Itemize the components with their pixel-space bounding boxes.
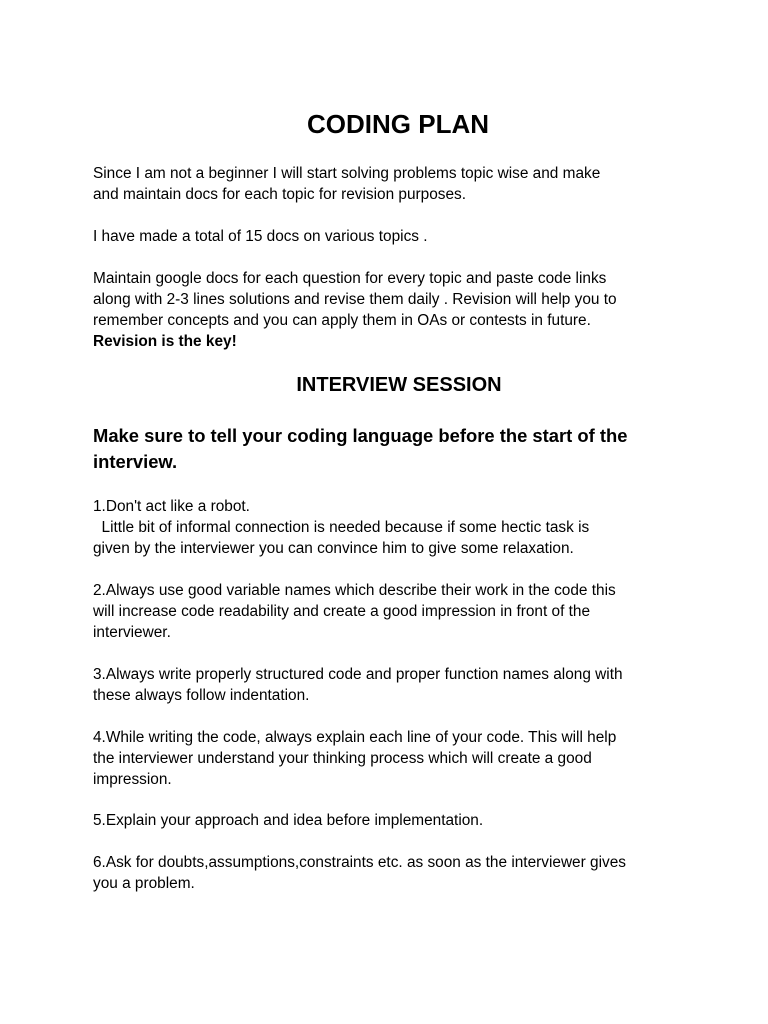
- text-line: Since I am not a beginner I will start solving problems topic wise and make: [93, 165, 601, 182]
- text-line: given by the interviewer you can convince him to give some relaxation.: [93, 540, 574, 557]
- text-line: Maintain google docs for each question for every topic and paste code links: [93, 270, 607, 287]
- text-line: 2.Always use good variable names which describe their work in the code this: [93, 582, 616, 599]
- text-line: Little bit of informal connection is needed because if some hectic task is: [93, 519, 590, 536]
- text-line: and maintain docs for each topic for revision purposes.: [93, 186, 466, 203]
- text-line: interviewer.: [93, 624, 171, 641]
- callout-heading: [93, 423, 693, 475]
- emphasis-line: Revision is the key!: [93, 333, 237, 350]
- text-line: these always follow indentation.: [93, 687, 310, 704]
- text-line: you a problem.: [93, 875, 195, 892]
- text-line: 3.Always write properly structured code and proper function names along with: [93, 666, 623, 683]
- text-line: the interviewer understand your thinking process which will create a good: [93, 750, 592, 767]
- tip-5: [93, 810, 683, 831]
- text-line: along with 2-3 lines solutions and revise them daily . Revision will help you to: [93, 291, 617, 308]
- page-title: CODING PLAN: [307, 109, 489, 139]
- section-title: INTERVIEW SESSION: [296, 374, 502, 396]
- text-line: 1.Don't act like a robot.: [93, 498, 250, 515]
- text-line: 5.Explain your approach and idea before implementation.: [93, 812, 484, 829]
- text-line: interview.: [93, 451, 178, 472]
- intro-paragraph-1: [93, 163, 683, 205]
- text-line: will increase code readability and create a good impression in front of the: [93, 603, 591, 620]
- text-line: remember concepts and you can apply them in OAs or contests in future.: [93, 312, 591, 329]
- text-line: I have made a total of 15 docs on various topics .: [93, 228, 428, 245]
- tip-3: [93, 664, 683, 706]
- tip-2: [93, 580, 683, 643]
- text-line: Make sure to tell your coding language before the start of the: [93, 425, 628, 446]
- tip-1: [93, 496, 683, 559]
- tip-4: [93, 727, 683, 790]
- text-line: 6.Ask for doubts,assumptions,constraints etc. as soon as the interviewer gives: [93, 854, 626, 871]
- tip-6: [93, 852, 683, 894]
- intro-paragraph-2: [93, 226, 683, 247]
- intro-paragraph-3: [93, 268, 683, 352]
- text-line: impression.: [93, 771, 172, 788]
- text-line: 4.While writing the code, always explain each line of your code. This will help: [93, 729, 617, 746]
